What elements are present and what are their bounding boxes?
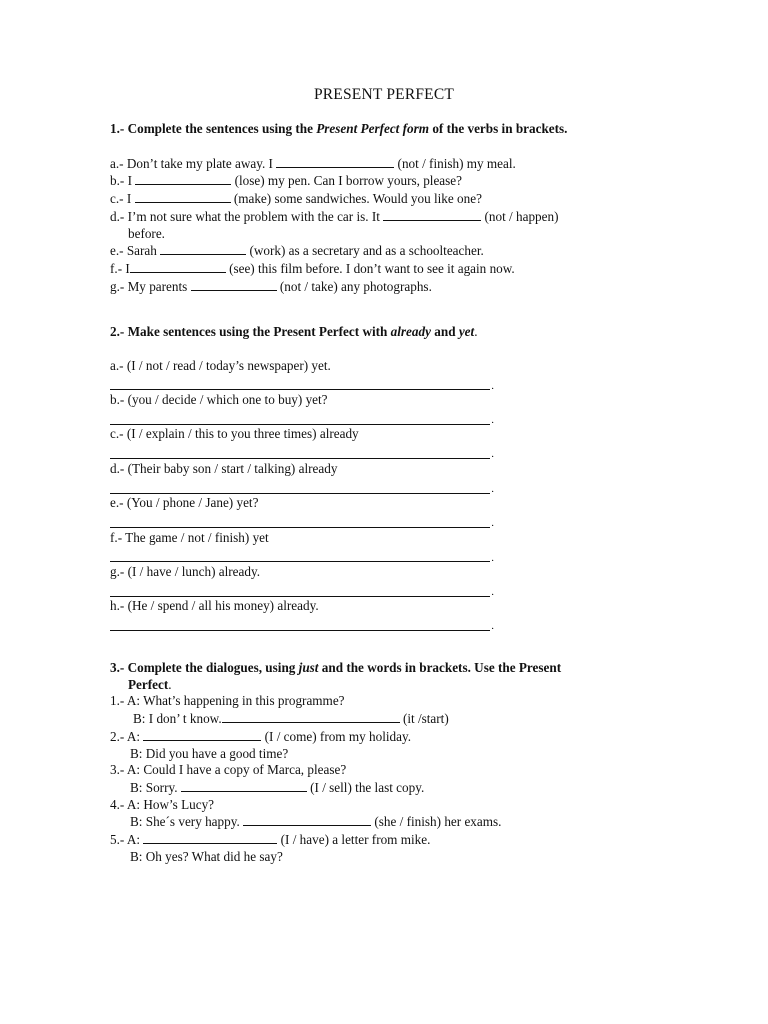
list-item: [110, 155, 670, 173]
answer-blank[interactable]: [135, 172, 231, 185]
answer-blank[interactable]: [135, 190, 231, 203]
dialogue-a: [110, 797, 670, 814]
dialogue-text: (she / finish) her exams.: [371, 814, 502, 830]
exercise-2-heading: [110, 324, 670, 341]
list-item: [110, 242, 670, 260]
exercise-3: [110, 660, 670, 865]
exercise-1-list: [110, 155, 670, 296]
dialogue-text: (it /start): [399, 711, 449, 727]
line-end: .: [491, 379, 494, 392]
heading-text: of the verbs in brackets.: [429, 121, 568, 136]
dialogue-text: B: Sorry.: [130, 779, 181, 795]
dialogue-text: B: Oh yes? What did he say?: [130, 848, 283, 864]
heading-text: 1.- Complete the sentences using the: [110, 121, 317, 136]
dialogue-a: [110, 693, 670, 710]
answer-blank[interactable]: [276, 155, 394, 168]
answer-blank[interactable]: [143, 831, 277, 844]
prompt: f.- The game / not / finish) yet: [110, 529, 269, 545]
heading-text: 3.- Complete the dialogues, using: [110, 660, 299, 675]
line-end: .: [491, 414, 494, 427]
heading-emphasis: just: [298, 660, 319, 675]
answer-line[interactable]: [110, 615, 494, 633]
answer-line[interactable]: [110, 409, 494, 427]
answer-blank[interactable]: [191, 278, 277, 291]
list-item: [110, 278, 670, 296]
dialogue-a: [110, 728, 670, 746]
line-end: .: [491, 448, 494, 461]
heading-emphasis: already: [390, 324, 431, 339]
list-item: [110, 260, 670, 278]
dialogue-text: B: Did you have a good time?: [130, 745, 289, 761]
line-end: .: [491, 586, 494, 599]
heading-text: 2.- Make sentences using the Present Perfect with: [110, 324, 391, 339]
answer-blank[interactable]: [243, 813, 371, 826]
line-end: .: [491, 482, 494, 495]
answer-line[interactable]: [110, 546, 494, 564]
exercise-1: [110, 121, 670, 295]
item-text: g.- My parents: [110, 278, 191, 294]
heading-text: and the words in brackets. Use the Present: [318, 660, 562, 675]
item-text: d.- I’m not sure what the problem with the car is. It: [110, 208, 384, 224]
prompt: d.- (Their baby son / start / talking) already: [110, 460, 338, 476]
page-title: PRESENT PERFECT: [313, 86, 455, 103]
dialogue-text: 3.- A: Could I have a copy of Marca, please?: [110, 762, 347, 778]
item-text: (not / take) any photographs.: [276, 278, 432, 294]
exercise-2-list: [110, 358, 670, 631]
item-text: e.- Sarah: [110, 243, 161, 259]
dialogue-text: (I / have) a letter from mike.: [277, 832, 431, 848]
answer-line[interactable]: [110, 443, 494, 461]
answer-line[interactable]: [110, 512, 494, 530]
heading-text: .: [474, 324, 478, 339]
list-item: [110, 190, 670, 208]
dialogue-b: [110, 746, 670, 763]
list-item-continuation: before.: [128, 225, 165, 241]
dialogue-a: [110, 762, 670, 779]
dialogue-text: 4.- A: How’s Lucy?: [110, 796, 215, 812]
item-text: b.- I: [110, 173, 136, 189]
dialogue-a: [110, 831, 670, 849]
answer-blank[interactable]: [222, 710, 400, 723]
list-item: [110, 172, 670, 190]
dialogue-text: (I / come) from my holiday.: [261, 728, 412, 744]
item-text: c.- I: [110, 191, 135, 207]
line-end: .: [491, 551, 494, 564]
line-end: .: [491, 517, 494, 530]
prompt: e.- (You / phone / Jane) yet?: [110, 495, 259, 511]
prompt: b.- (you / decide / which one to buy) yet?: [110, 392, 328, 408]
item-text: a.- Don’t take my plate away. I: [110, 155, 277, 171]
dialogue-text: 5.- A:: [110, 832, 144, 848]
dialogue-b: [110, 779, 670, 797]
heading-text: Perfect: [128, 676, 169, 692]
item-text: (not / happen): [481, 208, 559, 224]
answer-line[interactable]: [110, 374, 494, 392]
heading-text: and: [430, 324, 459, 339]
answer-blank[interactable]: [160, 242, 246, 255]
prompt: h.- (He / spend / all his money) already.: [110, 598, 319, 614]
item-text: (work) as a secretary and as a schoolteacher.: [246, 243, 484, 259]
dialogue-text: (I / sell) the last copy.: [306, 779, 425, 795]
dialogue-list: [110, 693, 670, 865]
dialogue-b: [110, 849, 670, 866]
dialogue-text: 2.- A:: [110, 728, 144, 744]
dialogue-b: [110, 813, 670, 831]
answer-blank[interactable]: [130, 260, 226, 273]
answer-line[interactable]: [110, 581, 494, 599]
exercise-1-heading: [110, 121, 670, 138]
prompt: c.- (I / explain / this to you three times) already: [110, 426, 359, 442]
answer-blank[interactable]: [383, 208, 481, 221]
dialogue-text: B: She´s very happy.: [130, 814, 244, 830]
answer-blank[interactable]: [181, 779, 307, 792]
list-item: [110, 208, 670, 226]
item-text: (see) this film before. I don’t want to see it again now.: [225, 260, 515, 276]
heading-text: .: [168, 676, 172, 692]
line-end: .: [491, 620, 494, 633]
exercise-3-heading: [110, 660, 670, 677]
answer-blank[interactable]: [143, 728, 261, 741]
dialogue-text: B: I don’ t know.: [133, 711, 222, 727]
item-text: f.- I: [110, 260, 130, 276]
exercise-3-heading-line2: [110, 677, 670, 694]
item-text: (not / finish) my meal.: [394, 155, 516, 171]
prompt: a.- (I / not / read / today’s newspaper) yet.: [110, 357, 331, 373]
item-text: (lose) my pen. Can I borrow yours, please?: [231, 173, 462, 189]
answer-line[interactable]: [110, 478, 494, 495]
dialogue-b: [110, 710, 670, 728]
prompt: g.- (I / have / lunch) already.: [110, 564, 261, 580]
exercise-2: [110, 324, 670, 633]
heading-emphasis: Present Perfect form: [316, 121, 430, 136]
dialogue-text: 1.- A: What’s happening in this programme?: [110, 693, 345, 709]
item-text: (make) some sandwiches. Would you like one?: [230, 191, 482, 207]
heading-emphasis: yet: [458, 324, 475, 339]
